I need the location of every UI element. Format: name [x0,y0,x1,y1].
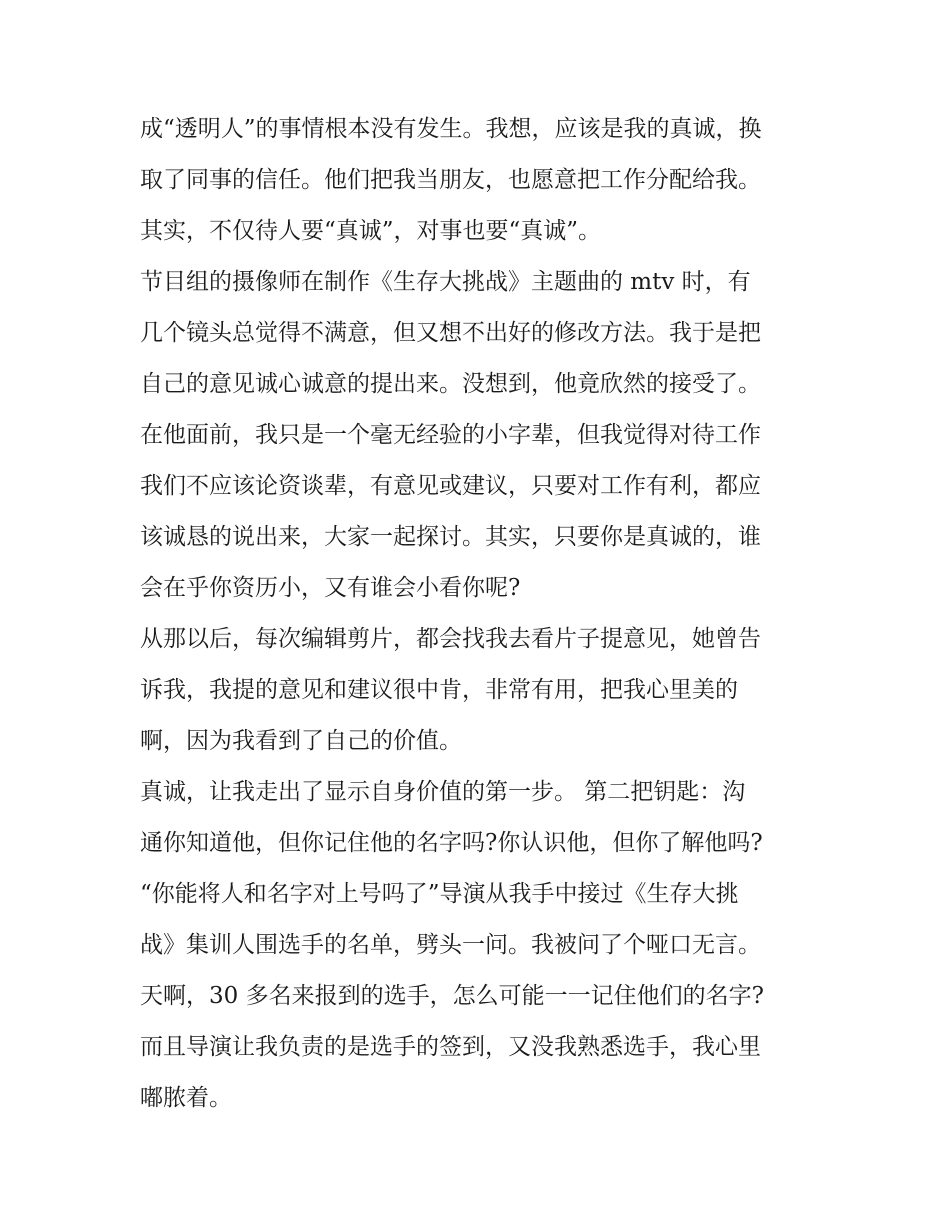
text-line: 该诚恳的说出来，大家一起探讨。其实，只要你是真诚的，谁 [140,524,761,550]
text-line: 成“透明人”的事情根本没有发生。我想，应该是我的真诚，换 [140,116,762,142]
text-line: 啊，因为我看到了自己的价值。 [140,728,462,754]
text-line: 我们不应该论资谈辈，有意见或建议，只要对工作有利，都应 [140,473,761,499]
text-line: 诉我，我提的意见和建议很中肯，非常有用，把我心里美的 [140,677,738,703]
text-line: “你能将人和名字对上号吗了”导演从我手中接过《生存大挑 [140,881,739,907]
text-line: 而且导演让我负责的是选手的签到，又没我熟悉选手，我心里 [140,1034,761,1060]
text-line: 通你知道他，但你记住他的名字吗?你认识他，但你了解他吗? [140,830,763,856]
text-line: 节目组的摄像师在制作《生存大挑战》主题曲的 mtv 时，有 [140,269,751,295]
document-body [140,104,830,1124]
text-line: 战》集训人围选手的名单，劈头一问。我被问了个哑口无言。 [140,932,761,958]
text-line: 其实，不仅待人要“真诚”，对事也要“真诚”。 [140,218,602,244]
text-line: 自己的意见诚心诚意的提出来。没想到，他竟欣然的接受了。 [140,371,761,397]
text-line: 真诚，让我走出了显示自身价值的第一步。 第二把钥匙：沟 [140,779,746,805]
text-line: 嘟脓着。 [140,1085,232,1111]
text-line: 天啊，30 多名来报到的选手，怎么可能一一记住他们的名字? [140,983,764,1009]
text-line: 在他面前，我只是一个毫无经验的小字辈，但我觉得对待工作 [140,422,761,448]
text-line: 会在乎你资历小，又有谁会小看你呢? [140,575,521,601]
text-line: 取了同事的信任。他们把我当朋友，也愿意把工作分配给我。 [140,167,761,193]
text-line: 几个镜头总觉得不满意，但又想不出好的修改方法。我于是把 [140,320,761,346]
text-line: 从那以后，每次编辑剪片，都会找我去看片子提意见，她曾告 [140,626,761,652]
